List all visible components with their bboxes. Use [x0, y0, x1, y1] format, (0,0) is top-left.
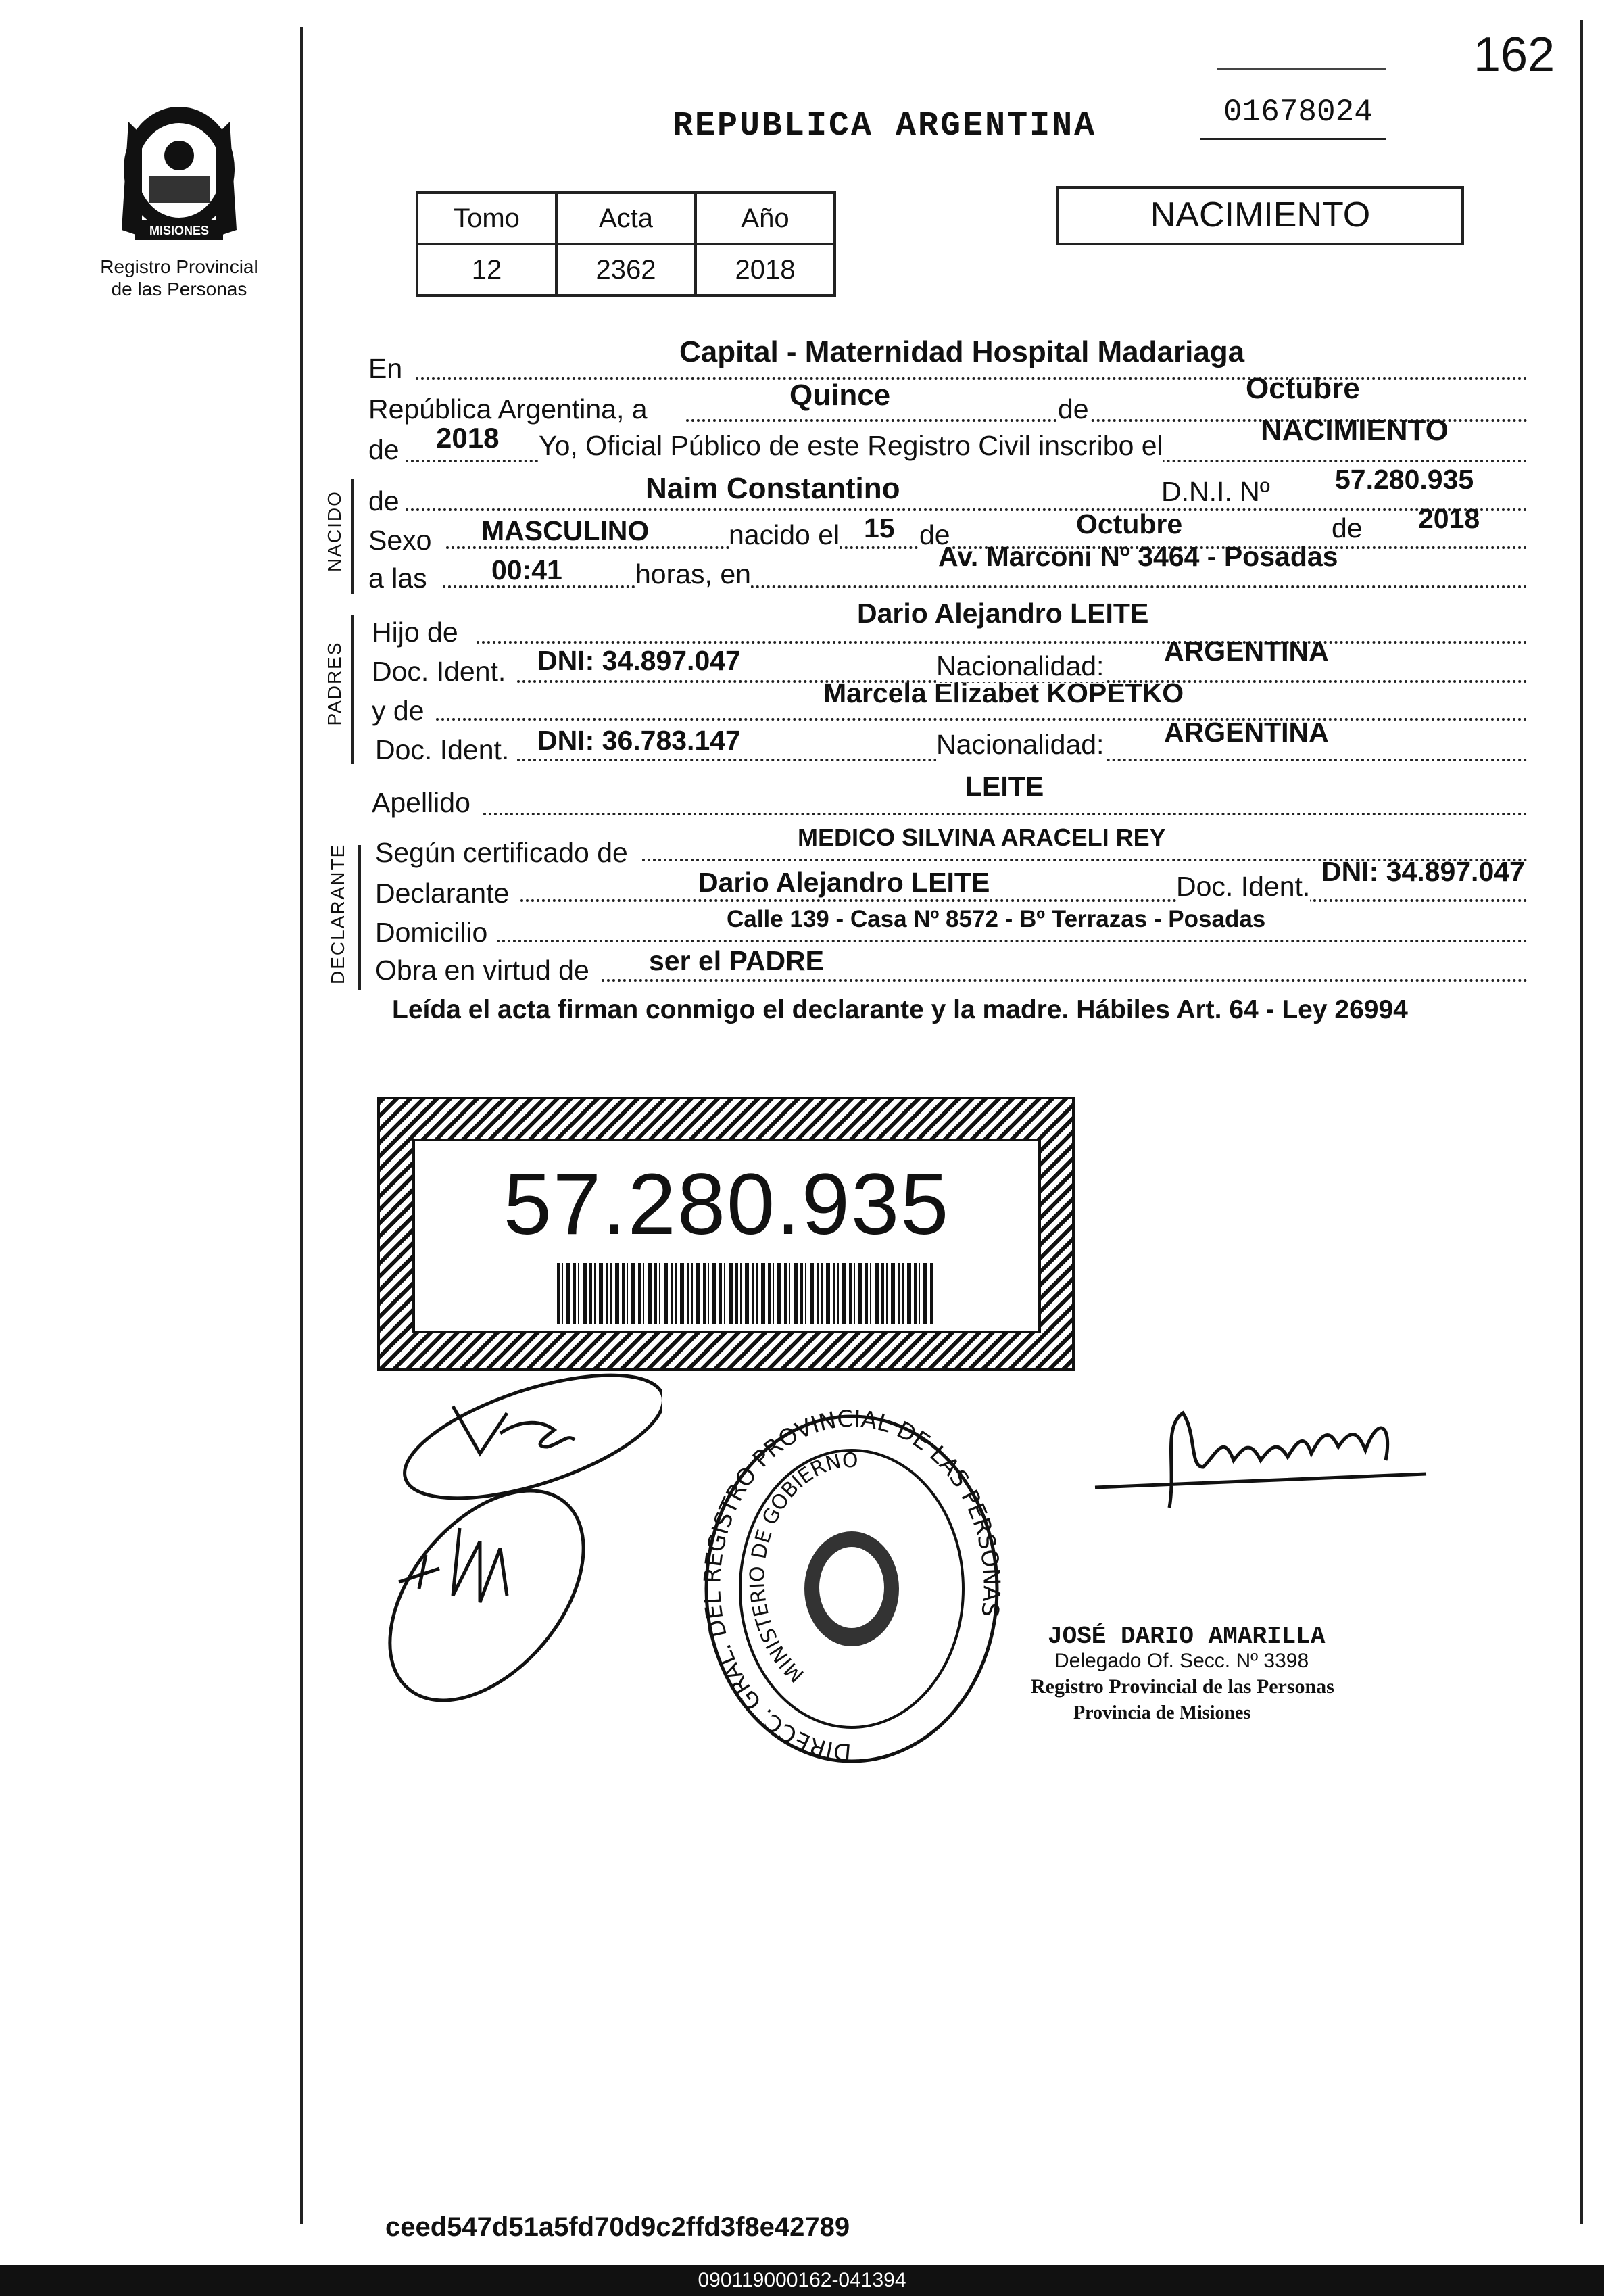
declarante-bracket — [358, 845, 361, 990]
dni-barcode — [557, 1263, 935, 1324]
registry-table — [416, 191, 836, 297]
father-doc-value: DNI: 34.897.047 — [537, 645, 741, 676]
value-tomo: 12 — [417, 244, 556, 295]
padres-section-label: PADRES — [324, 641, 345, 726]
apellido-value: LEITE — [965, 771, 1044, 802]
nacido-de-label-2: de — [1332, 512, 1363, 544]
right-border — [1580, 20, 1583, 2224]
office-line-2: de las Personas — [111, 279, 247, 300]
month-value: Octubre — [1246, 372, 1360, 405]
serial-underline — [1200, 138, 1386, 140]
mother-doc-value: DNI: 36.783.147 — [537, 725, 741, 756]
sexo-label: Sexo — [368, 525, 432, 556]
declarante-doc-value: DNI: 34.897.047 — [1321, 856, 1525, 887]
domicilio-value: Calle 139 - Casa Nº 8572 - Bº Terrazas - Posadas — [727, 906, 1266, 932]
obra-value: ser el PADRE — [649, 945, 825, 976]
dni-sticker-inner — [412, 1139, 1041, 1333]
birth-place-value: Av. Marconi Nº 3464 - Posadas — [938, 541, 1338, 572]
dni-value: 57.280.935 — [1335, 464, 1474, 495]
en-value: Capital - Maternidad Hospital Madariaga — [679, 335, 1245, 368]
header-acta: Acta — [556, 193, 696, 244]
domicilio-label: Domicilio — [375, 917, 488, 948]
certificado-value: MEDICO SILVINA ARACELI REY — [798, 823, 1166, 851]
day-value: Quince — [789, 379, 891, 412]
registry-table-values — [417, 244, 835, 295]
official-name: JOSÉ DARIO AMARILLA — [1048, 1623, 1326, 1650]
birth-year-value: 2018 — [1418, 503, 1480, 534]
child-name: Naim Constantino — [646, 472, 900, 505]
nacido-section-label: NACIDO — [324, 490, 345, 572]
closing-text: Leída el acta firman conmigo el declarante y la madre. Hábiles Art. 64 - Ley 26994 — [392, 995, 1408, 1024]
nacido-de-label: de — [368, 485, 399, 517]
header-tomo: Tomo — [417, 193, 556, 244]
padres-bracket — [351, 615, 354, 764]
birth-month-value: Octubre — [1076, 508, 1183, 540]
oficial-text: Yo, Oficial Público de este Registro Civil inscribo el — [539, 430, 1163, 461]
serial-number: 01678024 — [1223, 95, 1373, 130]
footer-bar — [0, 2265, 1604, 2296]
en-label: En — [368, 353, 403, 384]
declarante-section-label: DECLARANTE — [327, 843, 348, 984]
mother-doc-label: Doc. Ident. — [375, 734, 510, 765]
official-title: Delegado Of. Secc. Nº 3398 — [1054, 1650, 1309, 1672]
footer-code: 090119000162-041394 — [698, 2269, 906, 2291]
nacido-bracket — [351, 479, 354, 594]
serial-scribble — [1217, 68, 1386, 70]
de-label-1: de — [1058, 393, 1089, 425]
certificado-label: Según certificado de — [375, 837, 628, 868]
nacido-de-label-1: de — [919, 519, 950, 550]
header-anio: Año — [696, 193, 835, 244]
mother-nac-label: Nacionalidad: — [936, 729, 1104, 760]
page-title: REPUBLICA ARGENTINA — [673, 107, 1097, 145]
mother-name: Marcela Elizabet KOPETKO — [823, 677, 1184, 709]
mother-nac-value: ARGENTINA — [1164, 717, 1329, 748]
declarante-doc-label: Doc. Ident. — [1176, 871, 1311, 902]
declarant-signature — [379, 1366, 662, 1717]
page-number: 162 — [1474, 28, 1555, 82]
birth-day-value: 15 — [864, 512, 895, 544]
year-value: 2018 — [436, 422, 500, 454]
inscribo-value: NACIMIENTO — [1261, 414, 1449, 447]
apellido-label: Apellido — [372, 787, 470, 818]
de-label-2: de — [368, 434, 399, 465]
y-de-label: y de — [372, 695, 424, 726]
stamp-inner-text: MINISTERIO DE GOBIERNO — [746, 1448, 858, 1687]
dni-sticker — [377, 1097, 1075, 1371]
obra-label: Obra en virtud de — [375, 955, 589, 986]
time-value: 00:41 — [491, 554, 562, 585]
declarante-label: Declarante — [375, 878, 510, 909]
republica-label: República Argentina, a — [368, 393, 648, 425]
province-logo — [101, 95, 257, 247]
value-acta: 2362 — [556, 244, 696, 295]
document-hash: ceed547d51a5fd70d9c2ffd3f8e42789 — [385, 2212, 850, 2242]
father-nac-label: Nacionalidad: — [936, 650, 1104, 681]
left-border — [300, 27, 303, 2224]
nacido-el-label: nacido el — [729, 519, 840, 550]
office-line-1: Registro Provincial — [100, 256, 258, 277]
father-name: Dario Alejandro LEITE — [857, 598, 1149, 629]
sexo-value: MASCULINO — [481, 515, 650, 546]
svg-text:MISIONES: MISIONES — [149, 224, 210, 237]
official-stamp — [700, 1406, 1004, 1785]
declarante-value: Dario Alejandro LEITE — [698, 867, 990, 898]
office-name — [81, 256, 277, 300]
father-doc-label: Doc. Ident. — [372, 656, 506, 687]
registry-table-header — [417, 193, 835, 244]
official-province: Provincia de Misiones — [1073, 1702, 1251, 1723]
stamp-outer-text: DIRECC. GRAL. DEL REGISTRO PROVINCIAL DE LAS PERSONAS — [700, 1406, 1004, 1766]
value-anio: 2018 — [696, 244, 835, 295]
hijo-label: Hijo de — [372, 617, 458, 648]
dni-label: D.N.I. Nº — [1161, 476, 1270, 507]
dni-sticker-number: 57.280.935 — [503, 1156, 950, 1253]
official-signature — [1068, 1386, 1447, 1521]
father-nac-value: ARGENTINA — [1164, 636, 1329, 667]
a-las-label: a las — [368, 563, 427, 594]
act-type-box: NACIMIENTO — [1056, 186, 1464, 245]
official-office: Registro Provincial de las Personas — [1031, 1675, 1334, 1698]
horas-label: horas, en — [635, 558, 751, 590]
